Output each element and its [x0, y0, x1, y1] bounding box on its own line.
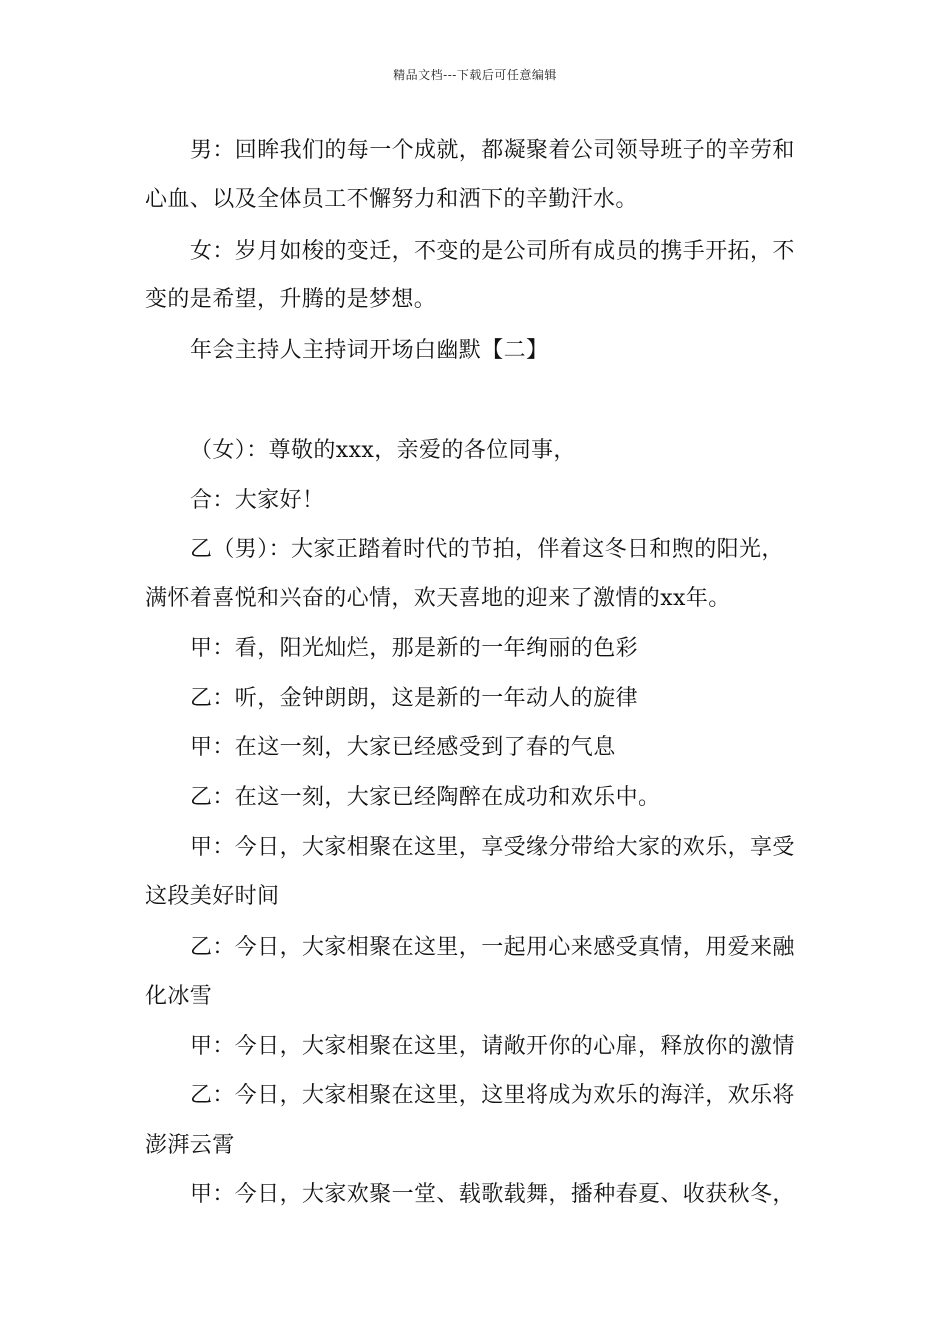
paragraph-line: 澎湃云霄 [145, 1133, 235, 1158]
paragraph-line: 心血、以及全体员工不懈努力和洒下的辛勤汗水。 [145, 187, 638, 212]
paragraph-line: 合：大家好！ [190, 488, 325, 513]
paragraph-line: 女：岁月如梭的变迁，不变的是公司所有成员的携手开拓，不 [190, 239, 795, 264]
paragraph-line: 满怀着喜悦和兴奋的心情，欢天喜地的迎来了激情的xx年。 [145, 586, 731, 611]
paragraph-line: 乙：今日，大家相聚在这里，这里将成为欢乐的海洋，欢乐将 [190, 1083, 795, 1108]
paragraph-line: 化冰雪 [145, 984, 213, 1009]
page-header: 精品文档---下载后可任意编辑 [393, 68, 557, 82]
section-heading: 年会主持人主持词开场白幽默【二】 [190, 338, 549, 363]
paragraph-line: 男：回眸我们的每一个成就，都凝聚着公司领导班子的辛劳和 [190, 138, 795, 163]
paragraph-line: 甲：今日，大家相聚在这里，享受缘分带给大家的欢乐，享受 [190, 835, 795, 860]
paragraph-line: 乙：听，金钟朗朗，这是新的一年动人的旋律 [190, 686, 639, 711]
paragraph-line: 甲：今日，大家欢聚一堂、载歌载舞，播种春夏、收获秋冬， [190, 1182, 795, 1207]
paragraph-line: 甲：今日，大家相聚在这里，请敞开你的心扉，释放你的激情 [190, 1034, 795, 1059]
paragraph-line: （女）：尊敬的xxx，亲爱的各位同事， [190, 438, 576, 463]
paragraph-line: 乙：在这一刻，大家已经陶醉在成功和欢乐中。 [190, 785, 661, 810]
paragraph-line: 乙（男）：大家正踏着时代的节拍，伴着这冬日和煦的阳光， [190, 537, 784, 562]
paragraph-line: 甲：在这一刻，大家已经感受到了春的气息 [190, 735, 616, 760]
paragraph-line: 变的是希望，升腾的是梦想。 [145, 287, 437, 312]
paragraph-line: 乙：今日，大家相聚在这里，一起用心来感受真情，用爱来融 [190, 935, 795, 960]
paragraph-line: 这段美好时间 [145, 884, 280, 909]
paragraph-line: 甲：看，阳光灿烂，那是新的一年绚丽的色彩 [190, 636, 639, 661]
